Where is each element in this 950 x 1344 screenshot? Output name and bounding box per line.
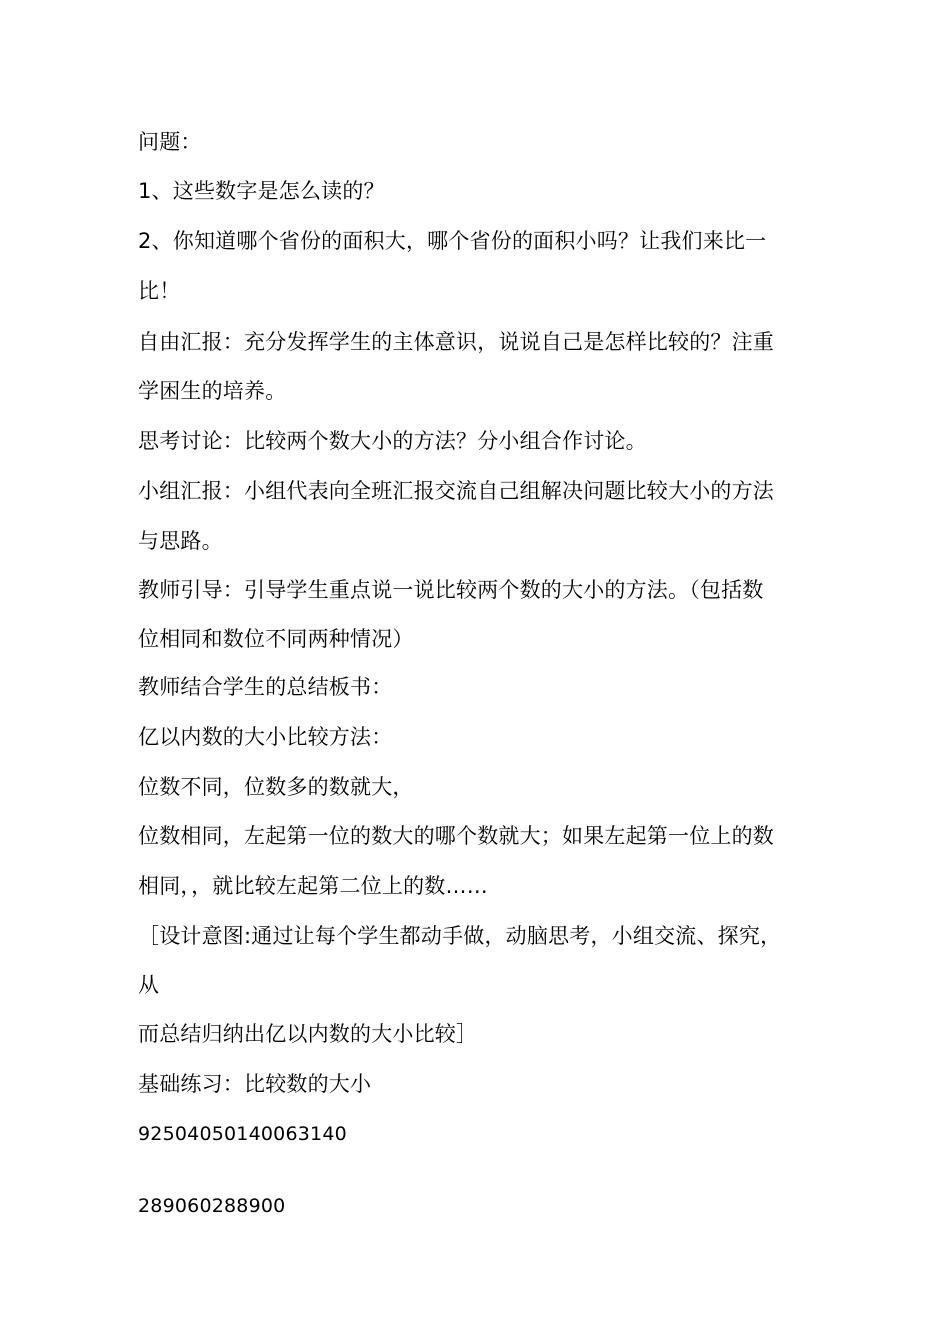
text-line-free-report-cont: 学困生的培养。 [138,379,287,403]
text-line-question-heading: 问题： [138,130,202,154]
text-line-method-title: 亿以内数的大小比较方法： [138,725,393,749]
text-line-question-2: 2、你知道哪个省份的面积大，哪个省份的面积小吗？让我们来比一 [138,229,767,253]
text-line-group-report-cont: 与思路。 [138,529,223,553]
text-line-question-2-cont: 比！ [138,279,181,303]
text-line-teacher-guide: 教师引导：引导学生重点说一说比较两个数的大小的方法。（包括数 [138,578,764,602]
text-line-board-summary: 教师结合学生的总结板书： [138,675,393,699]
text-line-design-intent-end: 而总结归纳出亿以内数的大小比较］ [138,1022,478,1046]
text-line-numbers-2: 289060288900 [138,1195,286,1217]
text-line-question-1: 1、这些数字是怎么读的？ [138,179,385,203]
text-line-rule-1: 位数不同，位数多的数就大， [138,775,414,799]
text-line-rule-2-cont: 相同，，就比较左起第二位上的数…… [138,874,488,898]
text-line-design-intent-cont: 从 [138,973,160,997]
text-line-discussion: 思考讨论：比较两个数大小的方法？分小组合作讨论。 [138,429,647,453]
text-line-basic-practice: 基础练习：比较数的大小 [138,1072,372,1096]
text-line-design-intent: ［设计意图:通过让每个学生都动手做，动脑思考，小组交流、探究， [138,924,782,948]
text-line-teacher-guide-cont: 位相同和数位不同两种情况） [138,627,414,651]
text-line-group-report: 小组汇报：小组代表向全班汇报交流自己组解决问题比较大小的方法 [138,479,774,503]
text-line-free-report: 自由汇报：充分发挥学生的主体意识，说说自己是怎样比较的？注重 [138,330,774,354]
text-line-rule-2: 位数相同，左起第一位的数大的哪个数就大；如果左起第一位上的数 [138,824,774,848]
text-line-numbers-1: 92504050140063140 [138,1123,347,1145]
